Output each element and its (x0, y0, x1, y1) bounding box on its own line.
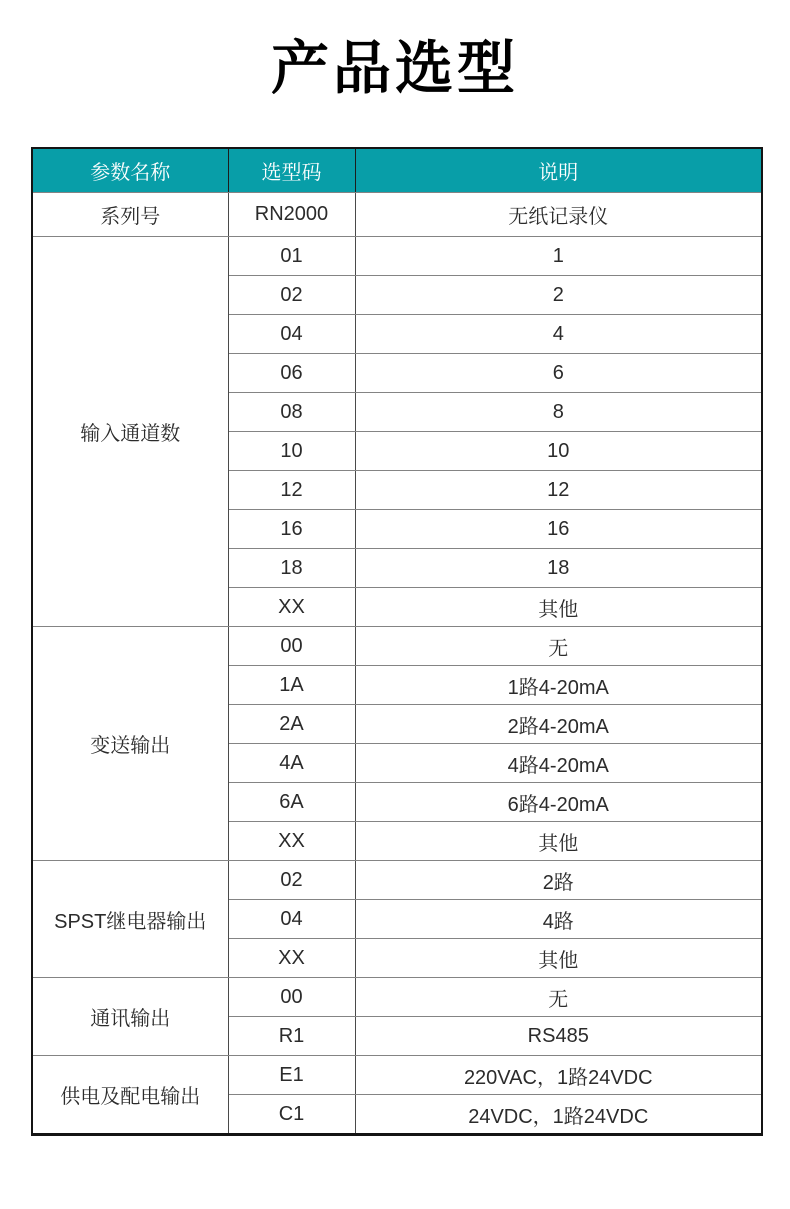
description-cell: 220VAC，1路24VDC (355, 1056, 762, 1095)
table-header-row (32, 148, 762, 193)
parameter-name-cell: 输入通道数 (32, 237, 228, 627)
description-cell: 24VDC，1路24VDC (355, 1095, 762, 1135)
selection-code-cell: 00 (228, 627, 355, 666)
table-body (32, 193, 762, 1135)
parameter-name-cell: 系列号 (32, 193, 228, 237)
table-row (32, 1056, 762, 1095)
selection-code-cell: E1 (228, 1056, 355, 1095)
description-cell: 12 (355, 471, 762, 510)
description-cell: 4路4-20mA (355, 744, 762, 783)
selection-code-cell: 12 (228, 471, 355, 510)
table-row (32, 861, 762, 900)
description-cell: RS485 (355, 1017, 762, 1056)
product-selection-table (31, 147, 763, 1136)
selection-code-cell: 04 (228, 315, 355, 354)
selection-code-cell: 6A (228, 783, 355, 822)
selection-code-cell: 04 (228, 900, 355, 939)
description-cell: 1路4-20mA (355, 666, 762, 705)
col-header-description: 说明 (355, 148, 762, 193)
parameter-name-cell: 变送输出 (32, 627, 228, 861)
description-cell: 6 (355, 354, 762, 393)
description-cell: 16 (355, 510, 762, 549)
selection-code-cell: 2A (228, 705, 355, 744)
selection-code-cell: 18 (228, 549, 355, 588)
description-cell: 18 (355, 549, 762, 588)
selection-code-cell: 02 (228, 276, 355, 315)
description-cell: 10 (355, 432, 762, 471)
description-cell: 8 (355, 393, 762, 432)
table-row (32, 193, 762, 237)
parameter-name-cell: 供电及配电输出 (32, 1056, 228, 1135)
selection-code-cell: R1 (228, 1017, 355, 1056)
table-row (32, 237, 762, 276)
selection-code-cell: XX (228, 822, 355, 861)
selection-code-cell: 1A (228, 666, 355, 705)
selection-code-cell: 10 (228, 432, 355, 471)
selection-code-cell: 06 (228, 354, 355, 393)
description-cell: 6路4-20mA (355, 783, 762, 822)
selection-code-cell: C1 (228, 1095, 355, 1135)
description-cell: 无 (355, 978, 762, 1017)
selection-code-cell: 4A (228, 744, 355, 783)
selection-code-cell: 01 (228, 237, 355, 276)
description-cell: 其他 (355, 588, 762, 627)
description-cell: 无 (355, 627, 762, 666)
col-header-parameter-name: 参数名称 (32, 148, 228, 193)
selection-code-cell: XX (228, 939, 355, 978)
selection-code-cell: RN2000 (228, 193, 355, 237)
description-cell: 2路4-20mA (355, 705, 762, 744)
table-header (32, 148, 762, 193)
parameter-name-cell: SPST继电器输出 (32, 861, 228, 978)
description-cell: 无纸记录仪 (355, 193, 762, 237)
selection-code-cell: XX (228, 588, 355, 627)
selection-code-cell: 00 (228, 978, 355, 1017)
description-cell: 其他 (355, 822, 762, 861)
table-row (32, 627, 762, 666)
page-title: 产品选型 (270, 36, 519, 101)
table-row (32, 978, 762, 1017)
selection-code-cell: 16 (228, 510, 355, 549)
description-cell: 2路 (355, 861, 762, 900)
parameter-name-cell: 通讯输出 (32, 978, 228, 1056)
description-cell: 1 (355, 237, 762, 276)
selection-code-cell: 02 (228, 861, 355, 900)
selection-code-cell: 08 (228, 393, 355, 432)
col-header-selection-code: 选型码 (228, 148, 355, 193)
description-cell: 其他 (355, 939, 762, 978)
description-cell: 4 (355, 315, 762, 354)
description-cell: 2 (355, 276, 762, 315)
description-cell: 4路 (355, 900, 762, 939)
